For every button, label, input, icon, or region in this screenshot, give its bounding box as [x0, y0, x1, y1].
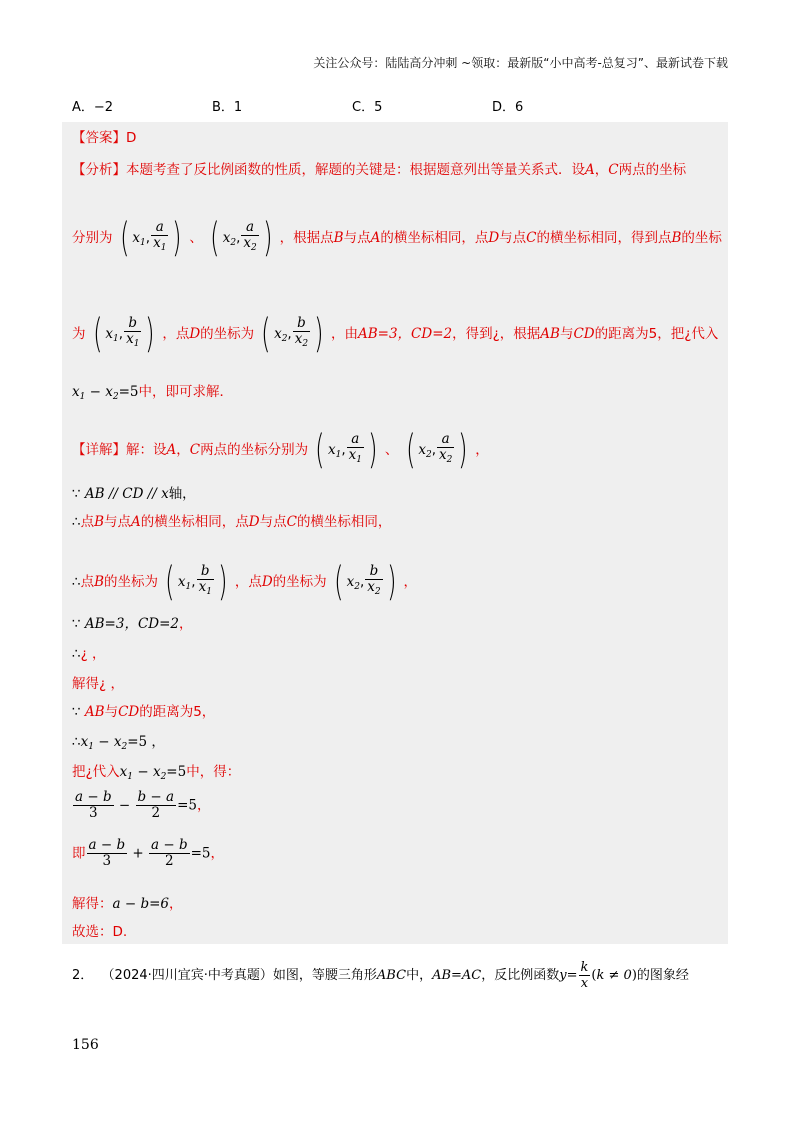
analysis-line-1: 【分析】本题考查了反比例函数的性质，解题的关键是：根据题意列出等量关系式．设A，C两点的坐标: [72, 162, 687, 178]
page-header: 关注公众号：陆陆高分冲刺 ~领取：最新版“小中高考-总复习”、最新试卷下载: [313, 56, 728, 70]
detail-line-3: ∴点B与点A的横坐标相同，点D与点C的横坐标相同，: [72, 514, 392, 530]
analysis-line-2: 分别为 ( $x_1$, $\frac{a}{x_1}$ ) 、 ( $x_2$, $\frac{a}{x_2}$ ) ，根据点B与点A的横坐标相同，点D与点C的横坐标相同，得到点B的坐标: [72, 215, 722, 261]
option-c: C．5: [352, 100, 383, 115]
detail-line-1: 【详解】解：设A，C两点的坐标分别为 ( $x_1$, $\frac{a}{x_1}$ ) 、 ( $x_2$, $\frac{a}{x_2}$ ) ，: [72, 427, 489, 473]
option-d: D．6: [492, 100, 524, 115]
solution-panel: [62, 122, 728, 944]
question-2: 2． （2024·四川宜宾·中考真题）如图，等腰三角形ABC中，AB=AC，反比例函数y= $\frac{k}{x}$ (k ≠ 0)的图象经: [72, 960, 689, 991]
option-a: A．−2: [72, 100, 114, 115]
page-number: 156: [72, 1037, 99, 1053]
detail-line-9: $\therefore x_1 - x_2=5$ ，: [72, 734, 165, 752]
analysis-line-3: 为 ( $x_1$, $\frac{b}{x_1}$ ) ，点D的坐标为 ( $x_2$, $\frac{b}{x_2}$ ) ，由AB=3，CD=2，得到¿，根据AB与CD的距离为5，把¿代入: [72, 311, 719, 357]
detail-line-14: 故选：D.: [72, 924, 128, 940]
detail-line-7: 解得¿ ，: [72, 676, 124, 692]
detail-line-13: 解得：a − b=6，: [72, 896, 183, 912]
detail-line-4: ∴点B的坐标为 ( $x_1$, $\frac{b}{x_1}$ ) ，点D的坐标为 ( $x_2$, $\frac{b}{x_2}$ ) ，: [72, 559, 417, 605]
answer-line: 【答案】D: [72, 130, 137, 146]
option-b: B．1: [212, 100, 243, 115]
detail-line-10: 把¿代入$x_1 - x_2=5$中，得：: [72, 764, 241, 782]
analysis-line-4: $x_1 - x_2=5$中，即可求解．: [72, 384, 234, 402]
detail-line-5: ∵ AB=3，CD=2，: [72, 616, 193, 632]
detail-line-12: 即 $\frac{a - b}{3}$ + $\frac{a - b}{2}$ =5，: [72, 837, 224, 869]
detail-line-6: ∴¿ ，: [72, 646, 106, 662]
detail-line-11: $\frac{a - b}{3}$ − $\frac{b - a}{2}$ =5，: [75, 789, 211, 821]
detail-line-8: ∵ AB与CD的距离为5，: [72, 704, 216, 720]
detail-line-2: ∵ AB // CD // x轴，: [72, 486, 196, 502]
